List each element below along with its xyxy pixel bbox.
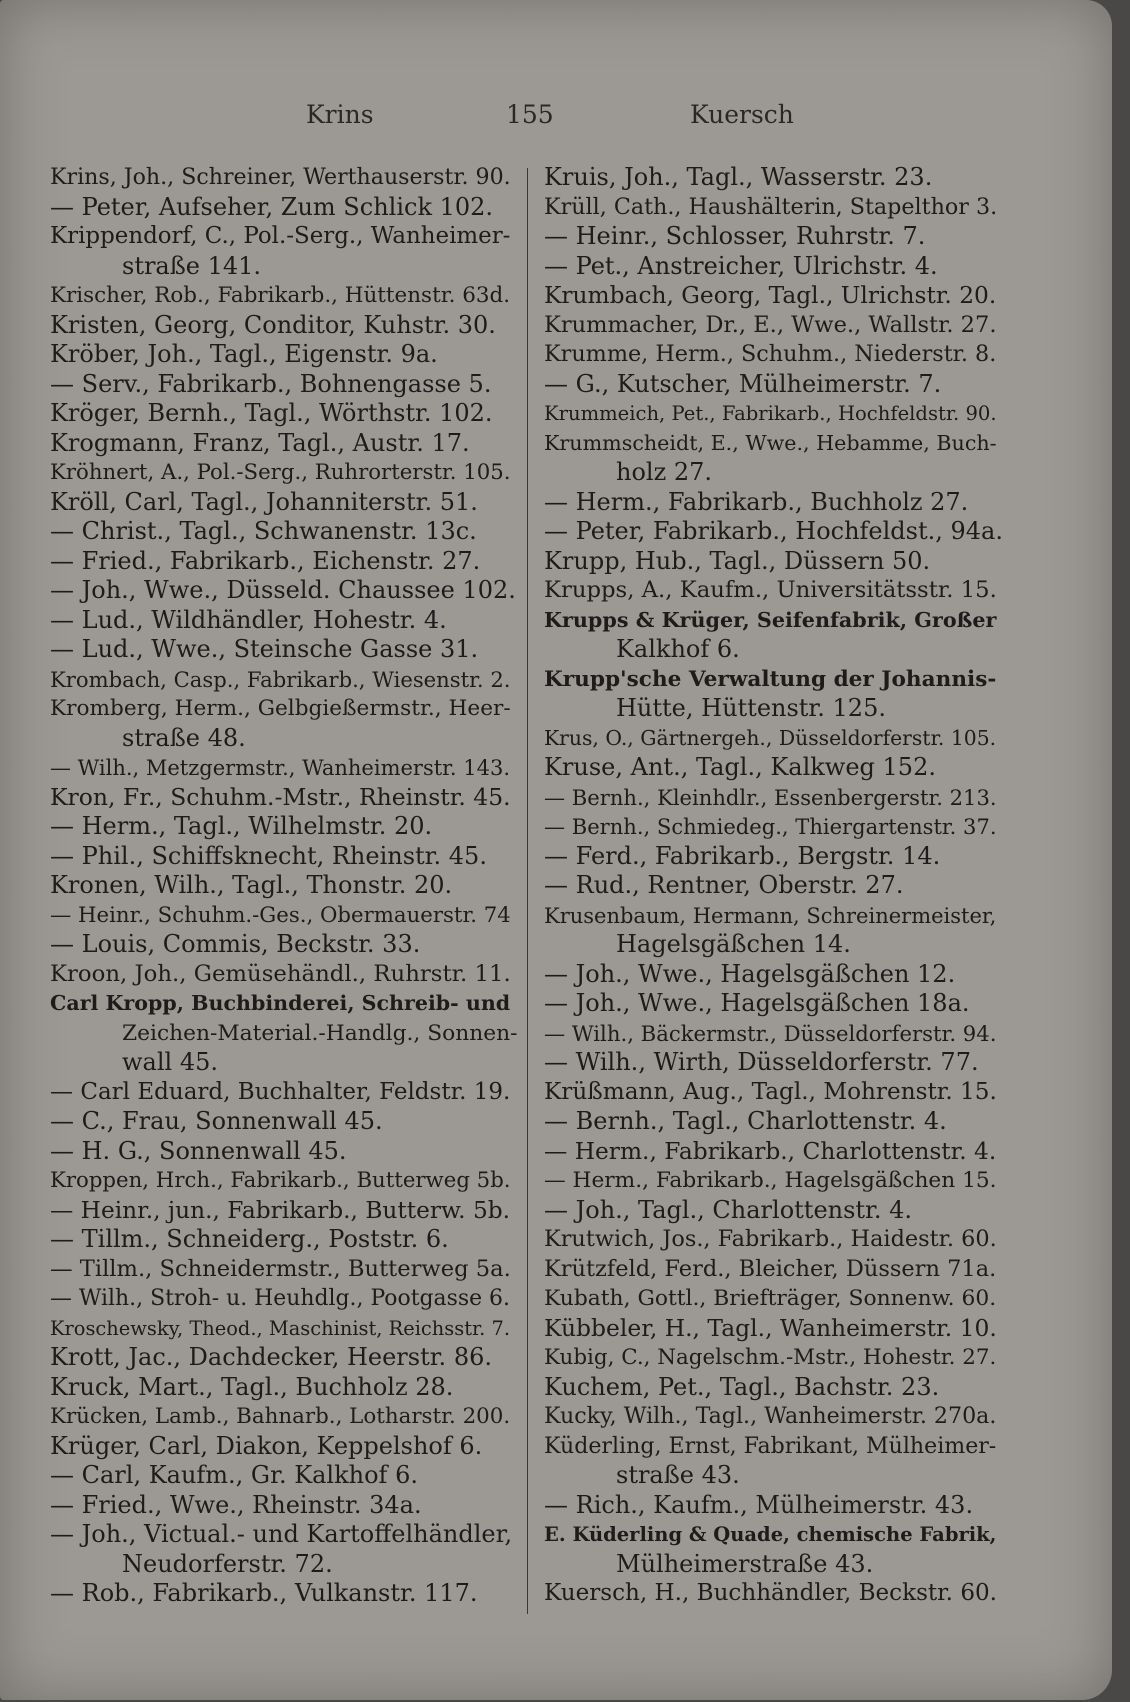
right-entry-line: — Herm., Fabrikarb., Buchholz 27. — [544, 487, 969, 516]
right-entry-line: Krutwich, Jos., Fabrikarb., Haidestr. 60. — [544, 1226, 997, 1252]
left-entry-line: — Lud., Wildhändler, Hohestr. 4. — [50, 605, 447, 634]
left-entry-line: straße 48. — [122, 723, 246, 752]
left-entry-line: Krücken, Lamb., Bahnarb., Lotharstr. 200. — [50, 1404, 511, 1429]
right-entry-line: E. Küderling & Quade, chemische Fabrik, — [544, 1523, 997, 1546]
left-entry-line: — Joh., Victual.- und Kartoffelhändler, — [50, 1520, 513, 1548]
right-entry-line: Kruis, Joh., Tagl., Wasserstr. 23. — [544, 163, 933, 191]
left-entry-line: — Rob., Fabrikarb., Vulkanstr. 117. — [50, 1579, 478, 1607]
left-entry-line: Krott, Jac., Dachdecker, Heerstr. 86. — [50, 1343, 492, 1371]
left-entry-line: Zeichen-Material.-Handlg., Sonnen- — [122, 1020, 518, 1046]
left-entry-line: — Fried., Fabrikarb., Eichenstr. 27. — [50, 546, 481, 575]
right-entry-line: straße 43. — [616, 1461, 740, 1489]
left-entry-line: Kröhnert, A., Pol.-Serg., Ruhrorterstr. 105. — [50, 460, 511, 485]
right-entry-line: Kuersch, H., Buchhändler, Beckstr. 60. — [544, 1580, 998, 1606]
right-entry-line: Kubath, Gottl., Briefträger, Sonnenw. 60. — [544, 1286, 997, 1311]
right-entry-line: Krupps & Krüger, Seifenfabrik, Großer — [544, 607, 997, 632]
right-entry-line: — Joh., Wwe., Hagelsgäßchen 18a. — [544, 989, 970, 1017]
left-entry-line: straße 141. — [122, 251, 262, 280]
right-entry-line: Krumme, Herm., Schuhm., Niederstr. 8. — [544, 341, 997, 367]
left-entry-line: — Heinr., jun., Fabrikarb., Butterw. 5b. — [50, 1196, 511, 1224]
right-entry-line: Krüll, Cath., Haushälterin, Stapelthor 3. — [544, 193, 998, 220]
left-entry-line: — C., Frau, Sonnenwall 45. — [50, 1107, 383, 1135]
right-entry-line: Hütte, Hüttenstr. 125. — [616, 694, 886, 722]
left-entry-line: Kruck, Mart., Tagl., Buchholz 28. — [50, 1372, 454, 1401]
left-entry-line: Kroppen, Hrch., Fabrikarb., Butterweg 5b. — [50, 1168, 511, 1193]
right-entry-line: — Joh., Wwe., Hagelsgäßchen 12. — [544, 959, 956, 988]
right-entry-line: Küderling, Ernst, Fabrikant, Mülheimer- — [544, 1433, 997, 1459]
left-entry-line: — Wilh., Stroh- u. Heuhdlg., Pootgasse 6. — [50, 1286, 510, 1311]
right-entry-line: Krummeich, Pet., Fabrikarb., Hochfeldstr. 90. — [544, 402, 997, 425]
right-column — [544, 163, 1006, 1609]
right-entry-line: Krus, O., Gärtnergeh., Düsseldorferstr. 105. — [544, 725, 997, 750]
left-entry-line: Krüger, Carl, Diakon, Keppelshof 6. — [50, 1431, 483, 1460]
left-entry-line: wall 45. — [122, 1048, 218, 1076]
left-entry-line: Krombach, Casp., Fabrikarb., Wiesenstr. 2. — [50, 666, 511, 692]
right-entry-line: Krupp, Hub., Tagl., Düssern 50. — [544, 546, 931, 575]
left-entry-line: Kromberg, Herm., Gelbgießermstr., Heer- — [50, 696, 511, 721]
left-entry-line: Kröber, Joh., Tagl., Eigenstr. 9a. — [50, 340, 438, 368]
right-entry-line: — G., Kutscher, Mülheimerstr. 7. — [544, 369, 942, 398]
right-entry-line: Kucky, Wilh., Tagl., Wanheimerstr. 270a. — [544, 1403, 997, 1429]
right-entry-line: — Rich., Kaufm., Mülheimerstr. 43. — [544, 1490, 974, 1519]
header-left-keyword: Krins — [306, 100, 374, 129]
column-divider — [527, 168, 528, 1614]
left-column — [50, 163, 520, 1609]
right-entry-line: Mülheimerstraße 43. — [616, 1549, 874, 1578]
right-entry-line: Kuchem, Pet., Tagl., Bachstr. 23. — [544, 1372, 940, 1401]
right-entry-line: — Ferd., Fabrikarb., Bergstr. 14. — [544, 841, 941, 870]
left-entry-line: — Carl Eduard, Buchhalter, Feldstr. 19. — [50, 1078, 511, 1105]
left-entry-line: — H. G., Sonnenwall 45. — [50, 1136, 347, 1165]
right-entry-line: — Bernh., Tagl., Charlottenstr. 4. — [544, 1107, 947, 1135]
left-entry-line: — Carl, Kaufm., Gr. Kalkhof 6. — [50, 1461, 418, 1489]
left-entry-line: Kröger, Bernh., Tagl., Wörthstr. 102. — [50, 399, 493, 427]
left-entry-line: — Peter, Aufseher, Zum Schlick 102. — [50, 192, 494, 221]
page-number: 155 — [506, 100, 554, 129]
left-entry-line: Kroon, Joh., Gemüsehändl., Ruhrstr. 11. — [50, 960, 511, 987]
right-entry-line: Kalkhof 6. — [616, 635, 740, 663]
left-entry-line: Kristen, Georg, Conditor, Kuhstr. 30. — [50, 310, 496, 339]
left-entry-line: — Louis, Commis, Beckstr. 33. — [50, 930, 421, 958]
right-entry-line: Krumbach, Georg, Tagl., Ulrichstr. 20. — [544, 282, 997, 309]
right-entry-line: Krusenbaum, Hermann, Schreinermeister, — [544, 902, 997, 928]
right-entry-line: — Wilh., Wirth, Düsseldorferstr. 77. — [544, 1048, 979, 1076]
left-entry-line: — Christ., Tagl., Schwanenstr. 13c. — [50, 517, 477, 545]
right-entry-line: — Joh., Tagl., Charlottenstr. 4. — [544, 1195, 913, 1224]
left-entry-line: — Fried., Wwe., Rheinstr. 34a. — [50, 1490, 422, 1519]
right-entry-line: Kubig, C., Nagelschm.-Mstr., Hohestr. 27. — [544, 1345, 997, 1370]
left-entry-line: Carl Kropp, Buchbinderei, Schreib- und — [50, 991, 511, 1015]
left-entry-line: — Tillm., Schneidermstr., Butterweg 5a. — [50, 1255, 511, 1282]
left-entry-line: Neudorferstr. 72. — [122, 1549, 333, 1578]
left-entry-line: — Phil., Schiffsknecht, Rheinstr. 45. — [50, 841, 487, 870]
left-entry-line: — Heinr., Schuhm.-Ges., Obermauerstr. 74 — [50, 902, 511, 928]
right-entry-line: Krüßmann, Aug., Tagl., Mohrenstr. 15. — [544, 1078, 997, 1105]
left-entry-line: Krischer, Rob., Fabrikarb., Hüttenstr. 63d. — [50, 283, 511, 308]
right-entry-line: — Herm., Fabrikarb., Charlottenstr. 4. — [544, 1137, 997, 1165]
right-entry-line: — Rud., Rentner, Oberstr. 27. — [544, 871, 904, 899]
right-entry-line: Krummacher, Dr., E., Wwe., Wallstr. 27. — [544, 311, 997, 338]
right-entry-line: — Peter, Fabrikarb., Hochfeldst., 94a. — [544, 517, 1003, 545]
left-entry-line: Krogmann, Franz, Tagl., Austr. 17. — [50, 428, 470, 457]
left-entry-line: Krins, Joh., Schreiner, Werthauserstr. 90. — [50, 164, 511, 190]
right-entry-line: Hagelsgäßchen 14. — [616, 930, 851, 958]
right-entry-line: — Bernh., Kleinhdlr., Essenbergerstr. 213. — [544, 784, 997, 810]
left-entry-line: Kronen, Wilh., Tagl., Thonstr. 20. — [50, 871, 453, 899]
left-entry-line: — Serv., Fabrikarb., Bohnengasse 5. — [50, 369, 492, 398]
right-entry-line: — Wilh., Bäckermstr., Düsseldorferstr. 94. — [544, 1020, 997, 1046]
right-entry-line: holz 27. — [616, 458, 713, 486]
left-entry-line: — Joh., Wwe., Düsseld. Chaussee 102. — [50, 576, 516, 604]
left-entry-line: Kron, Fr., Schuhm.-Mstr., Rheinstr. 45. — [50, 782, 511, 811]
right-entry-line: Krummscheidt, E., Wwe., Hebamme, Buch- — [544, 430, 997, 455]
left-entry-line: Kröll, Carl, Tagl., Johanniterstr. 51. — [50, 487, 478, 516]
right-entry-line: — Herm., Fabrikarb., Hagelsgäßchen 15. — [544, 1168, 997, 1193]
left-entry-line: — Lud., Wwe., Steinsche Gasse 31. — [50, 635, 479, 663]
page-header — [0, 100, 1112, 140]
right-entry-line: Krützfeld, Ferd., Bleicher, Düssern 71a. — [544, 1255, 997, 1282]
left-entry-line: — Tillm., Schneiderg., Poststr. 6. — [50, 1225, 449, 1253]
left-entry-line: — Herm., Tagl., Wilhelmstr. 20. — [50, 812, 433, 840]
header-right-keyword: Kuersch — [690, 100, 794, 129]
left-entry-line: Krippendorf, C., Pol.-Serg., Wanheimer- — [50, 223, 511, 249]
right-entry-line: Krupp'sche Verwaltung der Johannis- — [544, 666, 997, 692]
left-entry-line: Kroschewsky, Theod., Maschinist, Reichsstr. 7. — [50, 1316, 511, 1340]
right-entry-line: — Heinr., Schlosser, Ruhrstr. 7. — [544, 222, 926, 250]
right-entry-line: Kruse, Ant., Tagl., Kalkweg 152. — [544, 753, 936, 781]
right-entry-line: — Bernh., Schmiedeg., Thiergartenstr. 37. — [544, 814, 997, 839]
right-entry-line: — Pet., Anstreicher, Ulrichstr. 4. — [544, 251, 938, 280]
left-entry-line: — Wilh., Metzgermstr., Wanheimerstr. 143. — [50, 755, 511, 780]
right-entry-line: Kübbeler, H., Tagl., Wanheimerstr. 10. — [544, 1313, 997, 1342]
right-entry-line: Krupps, A., Kaufm., Universitätsstr. 15. — [544, 577, 997, 603]
